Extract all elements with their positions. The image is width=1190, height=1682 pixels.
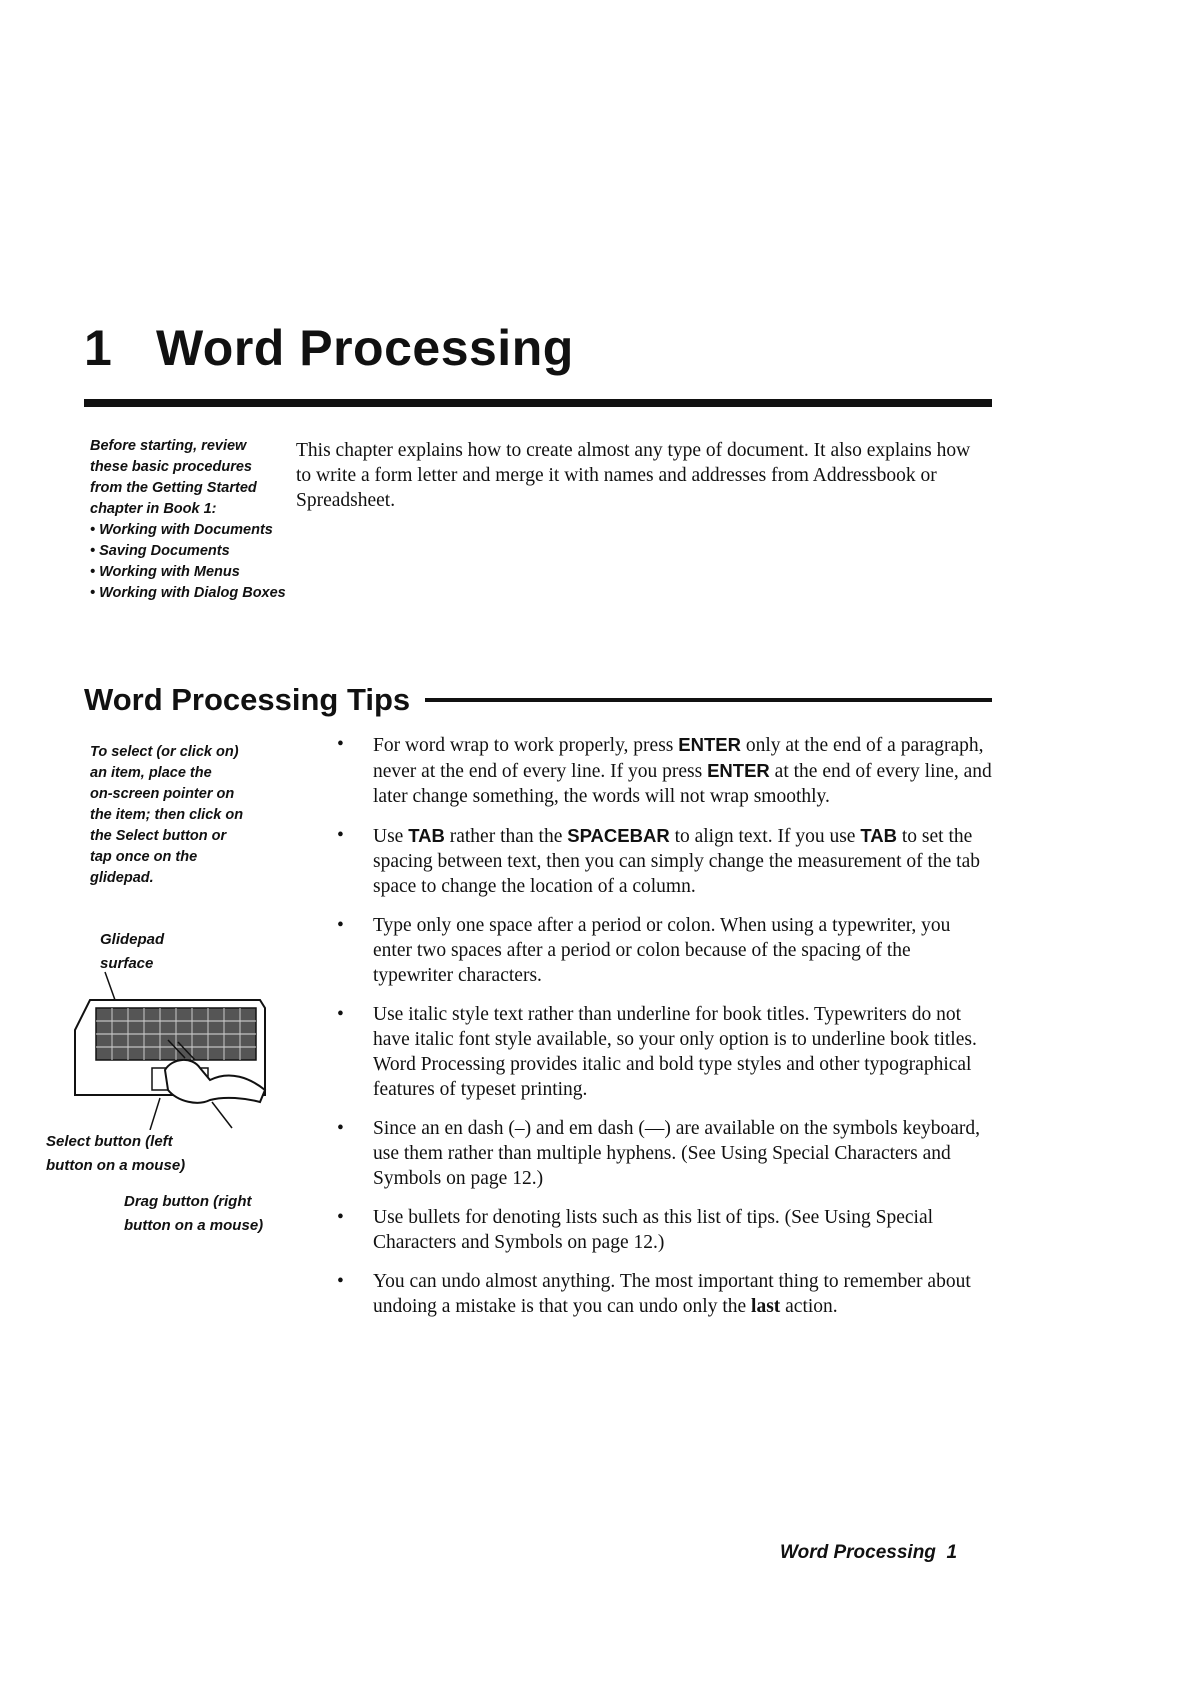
tip-text: Type only one space after a period or colon. When using a typewriter, you enter two spaces after a period or colon because of the spacing of the typewriter characters. xyxy=(373,915,951,986)
select-note-line: tap once on the xyxy=(90,849,198,865)
select-note-line: on-screen pointer on xyxy=(90,786,235,802)
select-note-line: an item, place the xyxy=(90,765,212,781)
tip-text: only at the end of a paragraph, never at the end of every line. If you press xyxy=(373,735,984,782)
key-name: SPACEBAR xyxy=(567,825,670,846)
chapter-title-text: Word Processing xyxy=(156,320,574,376)
chapter-number: 1 xyxy=(84,320,113,376)
prerequisite-item: • Working with Documents xyxy=(90,520,300,541)
key-name: TAB xyxy=(860,825,897,846)
tip-text: Since an en dash (–) and em dash (—) are available on the symbols keyboard, use them rather than multiple hyphens. (See Using Special Characters and Symbols on page 12.) xyxy=(373,1118,981,1189)
prerequisite-item: • Working with Dialog Boxes xyxy=(90,583,300,604)
select-button-label-line: Select button (left xyxy=(46,1133,173,1150)
bullet: • xyxy=(337,1118,344,1139)
chapter-rule xyxy=(84,399,992,407)
key-name: ENTER xyxy=(707,760,770,781)
select-note xyxy=(90,742,300,889)
page-footer: Word Processing 1 xyxy=(780,1542,958,1563)
key-name: TAB xyxy=(408,825,445,846)
tip-text: Use italic style text rather than underline for book titles. Typewriters do not have italic font style available, so your only option is to underline book titles. Word Processing provides italic and bold type styles and other typographical features of typeset printing. xyxy=(373,1004,977,1100)
glidepad-label xyxy=(100,928,164,976)
prerequisite-note xyxy=(90,436,300,604)
prerequisite-item: • Working with Menus xyxy=(90,562,300,583)
tip-text: Use bullets for denoting lists such as this list of tips. (See Using Special Characters and Symbols on page 12.) xyxy=(373,1207,934,1253)
tip-item xyxy=(337,1205,992,1255)
tip-text: at the end of every line, and later change something, the words will not wrap smoothly. xyxy=(373,761,992,807)
glidepad-label-line: surface xyxy=(100,955,154,972)
bullet: • xyxy=(337,1004,344,1025)
select-note-line: To select (or click on) xyxy=(90,744,239,760)
tip-item xyxy=(337,823,992,899)
prerequisite-line: from the Getting Started xyxy=(90,480,257,496)
tip-item xyxy=(337,1002,992,1102)
tip-text: action. xyxy=(780,1296,838,1317)
tip-text: to set the spacing between text, then you can simply change the measurement of the tab space to change the location of a column. xyxy=(373,826,981,897)
select-button-label xyxy=(46,1130,185,1178)
bullet: • xyxy=(337,1207,344,1228)
prerequisite-line: these basic procedures xyxy=(90,459,252,475)
tips-list xyxy=(337,732,992,1333)
bullet: • xyxy=(337,825,344,846)
glidepad-label-line: Glidepad xyxy=(100,931,165,948)
tip-item xyxy=(337,1269,992,1319)
bullet: • xyxy=(337,734,344,755)
tip-text: rather than the xyxy=(444,826,568,847)
tip-item xyxy=(337,1116,992,1191)
drag-button-label-line: Drag button (right xyxy=(124,1193,252,1210)
drag-button-label xyxy=(124,1190,263,1238)
tip-item xyxy=(337,732,992,809)
key-name: ENTER xyxy=(678,734,741,755)
tip-text: For word wrap to work properly, press xyxy=(373,735,679,756)
prerequisite-item: • Saving Documents xyxy=(90,541,300,562)
drag-button-label-line: button on a mouse) xyxy=(124,1217,264,1234)
bullet: • xyxy=(337,915,344,936)
select-button-label-line: button on a mouse) xyxy=(46,1157,186,1174)
section-title: Word Processing Tips xyxy=(84,682,411,717)
prerequisite-list xyxy=(90,520,300,604)
tip-text: to align text. If you use xyxy=(669,826,861,847)
section-rule xyxy=(425,698,992,702)
tip-text: You can undo almost anything. The most important thing to remember about undoing a mistake is that you can undo only the xyxy=(373,1271,971,1317)
chapter-title xyxy=(84,318,574,378)
emphasis-text: last xyxy=(751,1296,781,1317)
select-note-line: glidepad. xyxy=(90,870,154,886)
tip-item xyxy=(337,913,992,988)
tip-text: Use xyxy=(373,826,409,847)
prerequisite-line: chapter in Book 1: xyxy=(90,501,217,517)
select-note-line: the Select button or xyxy=(90,828,227,844)
intro-paragraph: This chapter explains how to create almost any type of document. It also explains how to write a form letter and merge it with names and addresses from Addressbook or Spreadsheet. xyxy=(296,440,971,511)
prerequisite-line: Before starting, review xyxy=(90,438,247,454)
select-note-line: the item; then click on xyxy=(90,807,244,823)
bullet: • xyxy=(337,1271,344,1292)
